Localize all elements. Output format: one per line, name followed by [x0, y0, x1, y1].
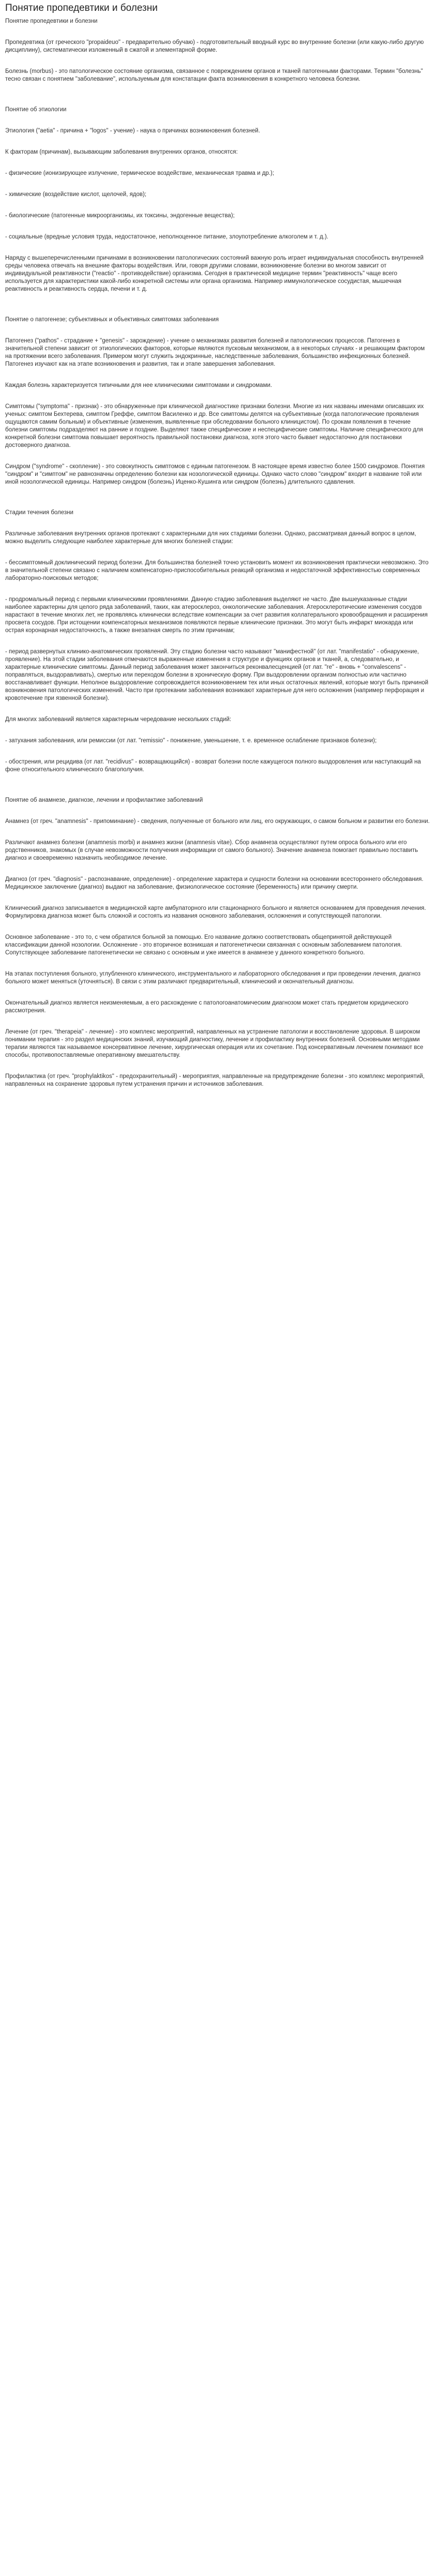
section-title: Понятие об анамнезе, диагнозе, лечении и профилактике заболеваний [5, 797, 203, 803]
section-title: Стадии течения болезни [5, 510, 73, 516]
paragraph: Синдром ("syndrome" - скопление) - это совокупность симптомов с единым патогенезом. В настоящее время известно более 1500 синдромов. Понятия "синдром" и "симптом" не равнозначны определению болезни как нозологической единицы. Однако часто слово "синдром" входит в название той или иной нозологической единицы. Например синдром (болезнь) Иценко-Кушинга или синдром (болезнь) длительного сдавления. [5, 463, 425, 485]
paragraph: Наряду с вышеперечисленными причинами в возникновении патологических состояний важную роль играет индивидуальная способность внутренней среды человека отвечать на внешние факторы воздействия. Или, говоря другими словами, возникновение болезни во многом зависит от индивидуальной реактивности ("reactio" - противодействие) организма. Сегодня в практической медицине термин "реактивность" чаще всего используется для характеристики какой-либо конкретной системы или органа организма. Например иммунологическое сосудистая, мышечная реактивность и реактивность сердца, печени и т. д. [5, 255, 424, 292]
list-item: - социальные (вредные условия труда, недостаточное, неполноценное питание, злоупотребление алкоголем и т. д.). [5, 234, 328, 240]
section-title: Понятие об этиологии [5, 107, 67, 113]
paragraph: Профилактика (от греч. "prophylaktikos" - предохранительный) - мероприятия, направленные на предупреждение болезни - это комплекс мероприятий, направленных на сохранение здоровья путем устранения причин и источников заболевания. [5, 1073, 425, 1087]
section-title: Понятие о патогенезе; субъективных и объективных симптомах заболевания [5, 317, 219, 323]
list-item: - продромальный период с первыми клиническими проявлениями. Данную стадию заболевания выделяют не часто. Две вышеуказанные стадии наиболее характерны для целого ряда заболеваний, таких, как атеросклероз, онкологические заболевания. Атеросклеротические изменения сосудов нарастают в течение многих лет, не проявляясь клинически вследствие компенсации за счет развития коллатерального кровообращения и расширения просвета сосудов. При истощении компенсаторных механизмов появляются первые клинические признаки. Это могут быть инфаркт миокарда или острая коронарная недостаточность, а также внезапная смерть по этим причинам; [5, 596, 428, 634]
paragraph: Клинический диагноз записывается в медицинской карте амбулаторного или стационарного больного и является основанием для проведения лечения. Формулировка диагноза может быть сложной и состоять из названия основного заболевания, осложнения и сопутствующей патологии. [5, 905, 426, 919]
paragraph: Различные заболевания внутренних органов протекают с характерными для них стадиями болезни. Однако, рассматривая данный вопрос в целом, можно выделить следующие наиболее характерные для многих болезней стадии: [5, 531, 416, 545]
list-item: - бессимптомный доклинический период болезни. Для большинства болезней точно установить момент их возникновения практически невозможно. Это в значительной степени связано с наличием компенсаторно-приспособительных реакций организма и недостаточной эффективностью современных лабораторно-поисковых методов; [5, 560, 429, 581]
paragraph: Анамнез (от греч. "anamnesis" - припоминание) - сведения, полученные от больного или лиц, его окружающих, о самом больном и развитии его болезни. [5, 818, 430, 825]
paragraph: Диагноз (от греч. "diagnosis" - распознавание, определение) - определение характера и сущности болезни на основании всестороннего обследования. Медицинское заключение (диагноз) выдают на заболевание, физиологическое состояние (беременность) или причину смерти. [5, 876, 424, 890]
page-subtitle: Понятие пропедевтики и болезни [5, 18, 98, 24]
paragraph: К факторам (причинам), вызывающим заболевания внутренних органов, относятся: [5, 149, 238, 155]
list-item: - период развернутых клинико-анатомических проявлений. Эту стадию болезни часто называют "манифестной" (от лат. "manifestatio" - обнаружение, проявление). На этой стадии заболевания отмечаются выраженные изменения в структуре и функциях органов и тканей, а, следовательно, и характерные клинические симптомы. Данный период заболевания может закончиться реконвалесценцией (от лат. "re" - вновь + "convalescens" - поправляться, выздоравливать), смертью или переходом болезни в хроническую форму. При выздоровлении организм полностью или частично восстанавливает функции. Неполное выздоровление сопровождается возникновением тех или иных остаточных явлений, которые могут быть причиной возникновения патологических изменений. Часто при протекании заболевания возникают характерные для него осложнения (например перфорация и кровотечение при язвенной болезни). [5, 649, 429, 701]
paragraph: Для многих заболеваний является характерным чередование нескольких стадий: [5, 716, 232, 723]
paragraph: Лечение (от греч. "therapeia" - лечение) - это комплекс мероприятий, направленных на устранение патологии и восстановление здоровья. В широком понимании терапия - это раздел медицинских знаний, изучающий диагностику, лечение и профилактику внутренних болезней. Основными методами терапии являются так называемое консервативное лечение, хирургическая операция или их сочетание. Под консервативным лечением понимают все способы, противопоставляемые оперативному вмешательству. [5, 1029, 424, 1058]
paragraph: Патогенез ("pathos" - страдание + "genesis" - зарождение) - учение о механизмах развития болезней и патологических процессов. Патогенез в значительной степени зависит от этиологических факторов, которые являются пусковым механизмом, а в некоторых случаях - и решающим фактором на протяжении всего заболевания. Примером могут служить эндокринные, наследственные заболевания, большинство инфекционных болезней. Патогенез изучают как на этапе возникновения и развития, так и этапе завершения заболевания. [5, 338, 425, 367]
list-item: - обострения, или рецидива (от лат. "recidivus" - возвращающийся) - возврат болезни после кажущегося полного выздоровления или наступающий на фоне относительного клинического благополучия. [5, 759, 421, 773]
list-item: - затухания заболевания, или ремиссии (от лат. "remissio" - понижение, уменьшение, т. е. временное ослабление признаков болезни); [5, 738, 377, 744]
intro-paragraph: Пропедевтика (от греческого "propaideuo" - предварительно обучаю) - подготовительный вводный курс во внутренние болезни (или какую-либо другую дисциплину), систематически изложенный в сжатой и элементарной форме. [5, 39, 424, 53]
paragraph: Окончательный диагноз является неизменяемым, а его расхождение с патологоанатомическим диагнозом может стать предметом юридического рассмотрения. [5, 1000, 409, 1014]
intro-paragraph: Болезнь (morbus) - это патологическое состояние организма, связанное с повреждением органов и тканей патогенными факторами. Термин "болезнь" тесно связан с понятием "заболевание", используемым для констатации факта возникновения в конкретного человека болезни. [5, 68, 423, 82]
paragraph: Основное заболевание - это то, с чем обратился больной за помощью. Его название должно соответствовать общепринятой действующей классификации данной нозологии. Осложнение - это вторичное возникшая и патогенетически связанная с основным заболеванием патология. Сопутствующее заболевание патогенетически не связано с основным и уже имеется в анамнезе у данного конкретного больного. [5, 934, 402, 956]
list-item: - биологические (патогенные микроорганизмы, их токсины, эндогенные вещества); [5, 213, 235, 219]
paragraph: Различают анамнез болезни (anamnesis morbi) и анамнез жизни (anamnesis vitae). Сбор анамнеза осуществляют путем опроса больного или его родственников, знакомых (в случае невозможности получения информации от самого больного). Значение анамнеза помогает правильно поставить диагноз и своевременно назначить необходимое лечение. [5, 840, 418, 861]
page-title: Понятие пропедевтики и болезни [5, 3, 158, 13]
list-item: - физические (ионизирующее излучение, термическое воздействие, механическая травма и др.); [5, 170, 275, 176]
list-item: - химические (воздействие кислот, щелочей, ядов); [5, 191, 147, 198]
paragraph: Симптомы ("symptoma" - признак) - это обнаруженные при клинической диагностике признаки болезни. Многие из них названы именами описавших их ученых: симптом Бехтерева, симптом Греффе, симптом Василенко и др. Все симптомы делятся на субъективные (когда патологические проявления ощущаются самим больным) и объективные (изменения, выявленные при обследовании больного клиницистом). По срокам появления в течение болезни симптомы подразделяют на ранние и поздние. Выделяют также специфические и неспецифические симптомы. Наличие специфического для конкретной болезни симптома повышает вероятность правильной постановки диагноза, хотя этого часто бывает недостаточно для постановки достоверного диагноза. [5, 403, 424, 448]
paragraph: Этиология ("aetia" - причина + "logos" - учение) - наука о причинах возникновения болезней. [5, 128, 260, 134]
paragraph: На этапах поступления больного, углубленного клинического, инструментального и лабораторного обследования и при проведении лечения, диагноз больного может меняться (уточняться). В связи с этим различают предварительный, клинический и окончательный диагнозы. [5, 971, 421, 985]
paragraph: Каждая болезнь характеризуется типичными для нее клиническими симптомами и синдромами. [5, 382, 273, 388]
